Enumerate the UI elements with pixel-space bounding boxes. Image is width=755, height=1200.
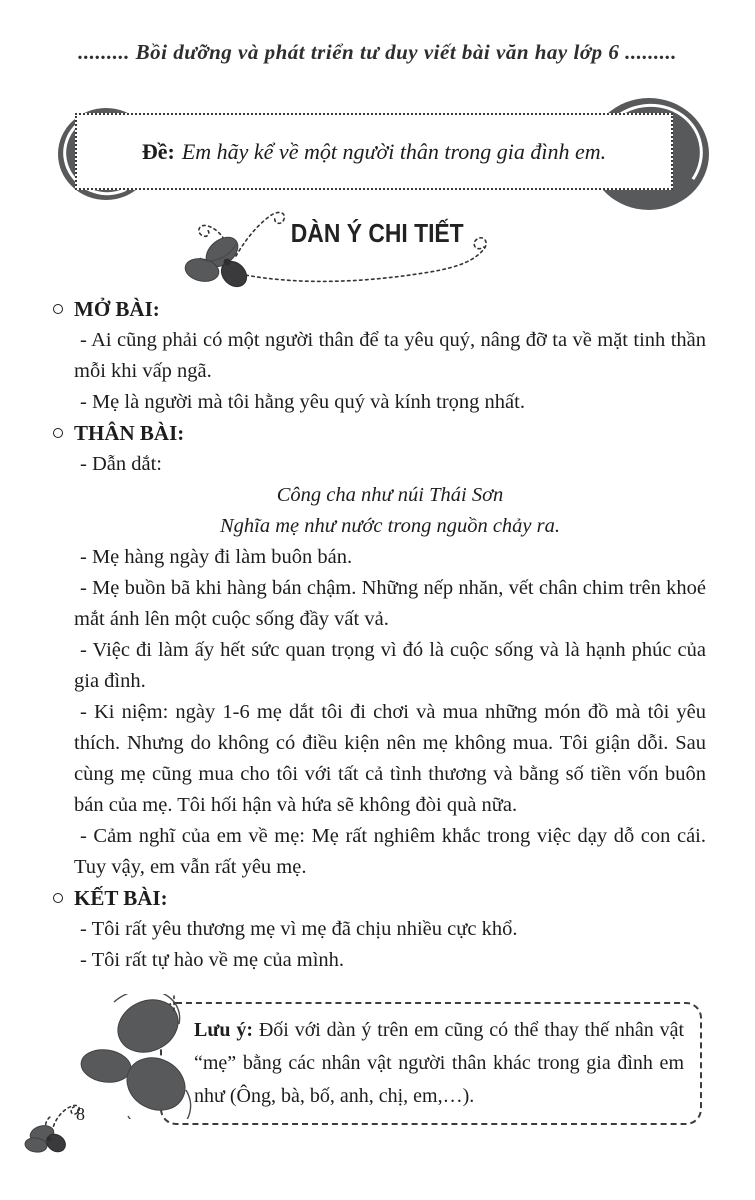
outline-item: - Mẹ là người mà tôi hằng yêu quý và kính trọng nhất. xyxy=(80,391,525,413)
outline-section-heading: KẾT BÀI: xyxy=(74,883,706,914)
outline-item: - Mẹ buồn bã khi hàng bán chậm. Những nếp nhăn, vết chân chim trên khoé mắt ánh lên một cuộc sống đầy vất vả. xyxy=(74,577,706,630)
outline-verse-line: Công cha như núi Thái Sơn xyxy=(276,484,504,506)
circle-bullet-icon xyxy=(53,304,63,314)
outline xyxy=(74,294,706,976)
small-flower-doodle-icon xyxy=(22,1092,92,1162)
note-text: Đối với dàn ý trên em cũng có thể thay thế nhân vật “mẹ” bằng các nhân vật người thân khác trong gia đình em như (Ông, bà, bố, anh, chị, em,…). xyxy=(194,1019,685,1107)
page-number: 8 xyxy=(76,1104,85,1124)
prompt-label: Đề: xyxy=(141,138,175,164)
circle-bullet-icon xyxy=(53,893,63,903)
outline-item: - Cảm nghĩ của em về mẹ: Mẹ rất nghiêm khắc trong việc dạy dỗ con cái. Tuy vậy, em vẫn rất yêu mẹ. xyxy=(74,825,706,878)
essay-prompt-banner xyxy=(58,100,703,206)
outline-item: - Việc đi làm ấy hết sức quan trọng vì đó là cuộc sống và là hạnh phúc của gia đình. xyxy=(74,639,706,692)
section-title: DÀN Ý CHI TIẾT xyxy=(291,218,464,248)
circle-bullet-icon xyxy=(53,428,63,438)
note-box xyxy=(160,1002,702,1125)
prompt-text: Em hãy kể về một người thân trong gia đình em. xyxy=(181,138,607,164)
outline-item: - Mẹ hàng ngày đi làm buôn bán. xyxy=(80,546,353,568)
note-label: Lưu ý: xyxy=(194,1019,253,1041)
outline-verse-line: Nghĩa mẹ như nước trong nguồn chảy ra. xyxy=(219,515,560,537)
outline-item: - Dẫn dắt: xyxy=(80,453,162,475)
running-header: ......... Bồi dưỡng và phát triển tư duy viết bài văn hay lớp 6 ......... xyxy=(78,40,677,64)
essay-prompt-box xyxy=(75,113,673,190)
outline-section-heading: THÂN BÀI: xyxy=(74,418,706,449)
outline-item: - Ai cũng phải có một người thân để ta yêu quý, nâng đỡ ta về mặt tinh thần mỗi khi vấp ngã. xyxy=(74,329,706,382)
outline-item: - Tôi rất yêu thương mẹ vì mẹ đã chịu nhiều cực khổ. xyxy=(80,918,518,940)
outline-item: - Ki niệm: ngày 1-6 mẹ dắt tôi đi chơi và mua những món đồ mà tôi yêu thích. Nhưng do không có điều kiện nên mẹ không mua. Tôi giận dỗi. Sau cùng mẹ cũng mua cho tôi với tất cả tình thương và bằng số tiền vốn buôn bán của mẹ. Tôi hối hận và hứa sẽ không đòi quà nữa. xyxy=(74,701,706,816)
outline-section-heading: MỞ BÀI: xyxy=(74,294,706,325)
outline-item: - Tôi rất tự hào về mẹ của mình. xyxy=(80,949,345,971)
page-footer xyxy=(22,1092,132,1172)
section-heading xyxy=(0,200,755,296)
